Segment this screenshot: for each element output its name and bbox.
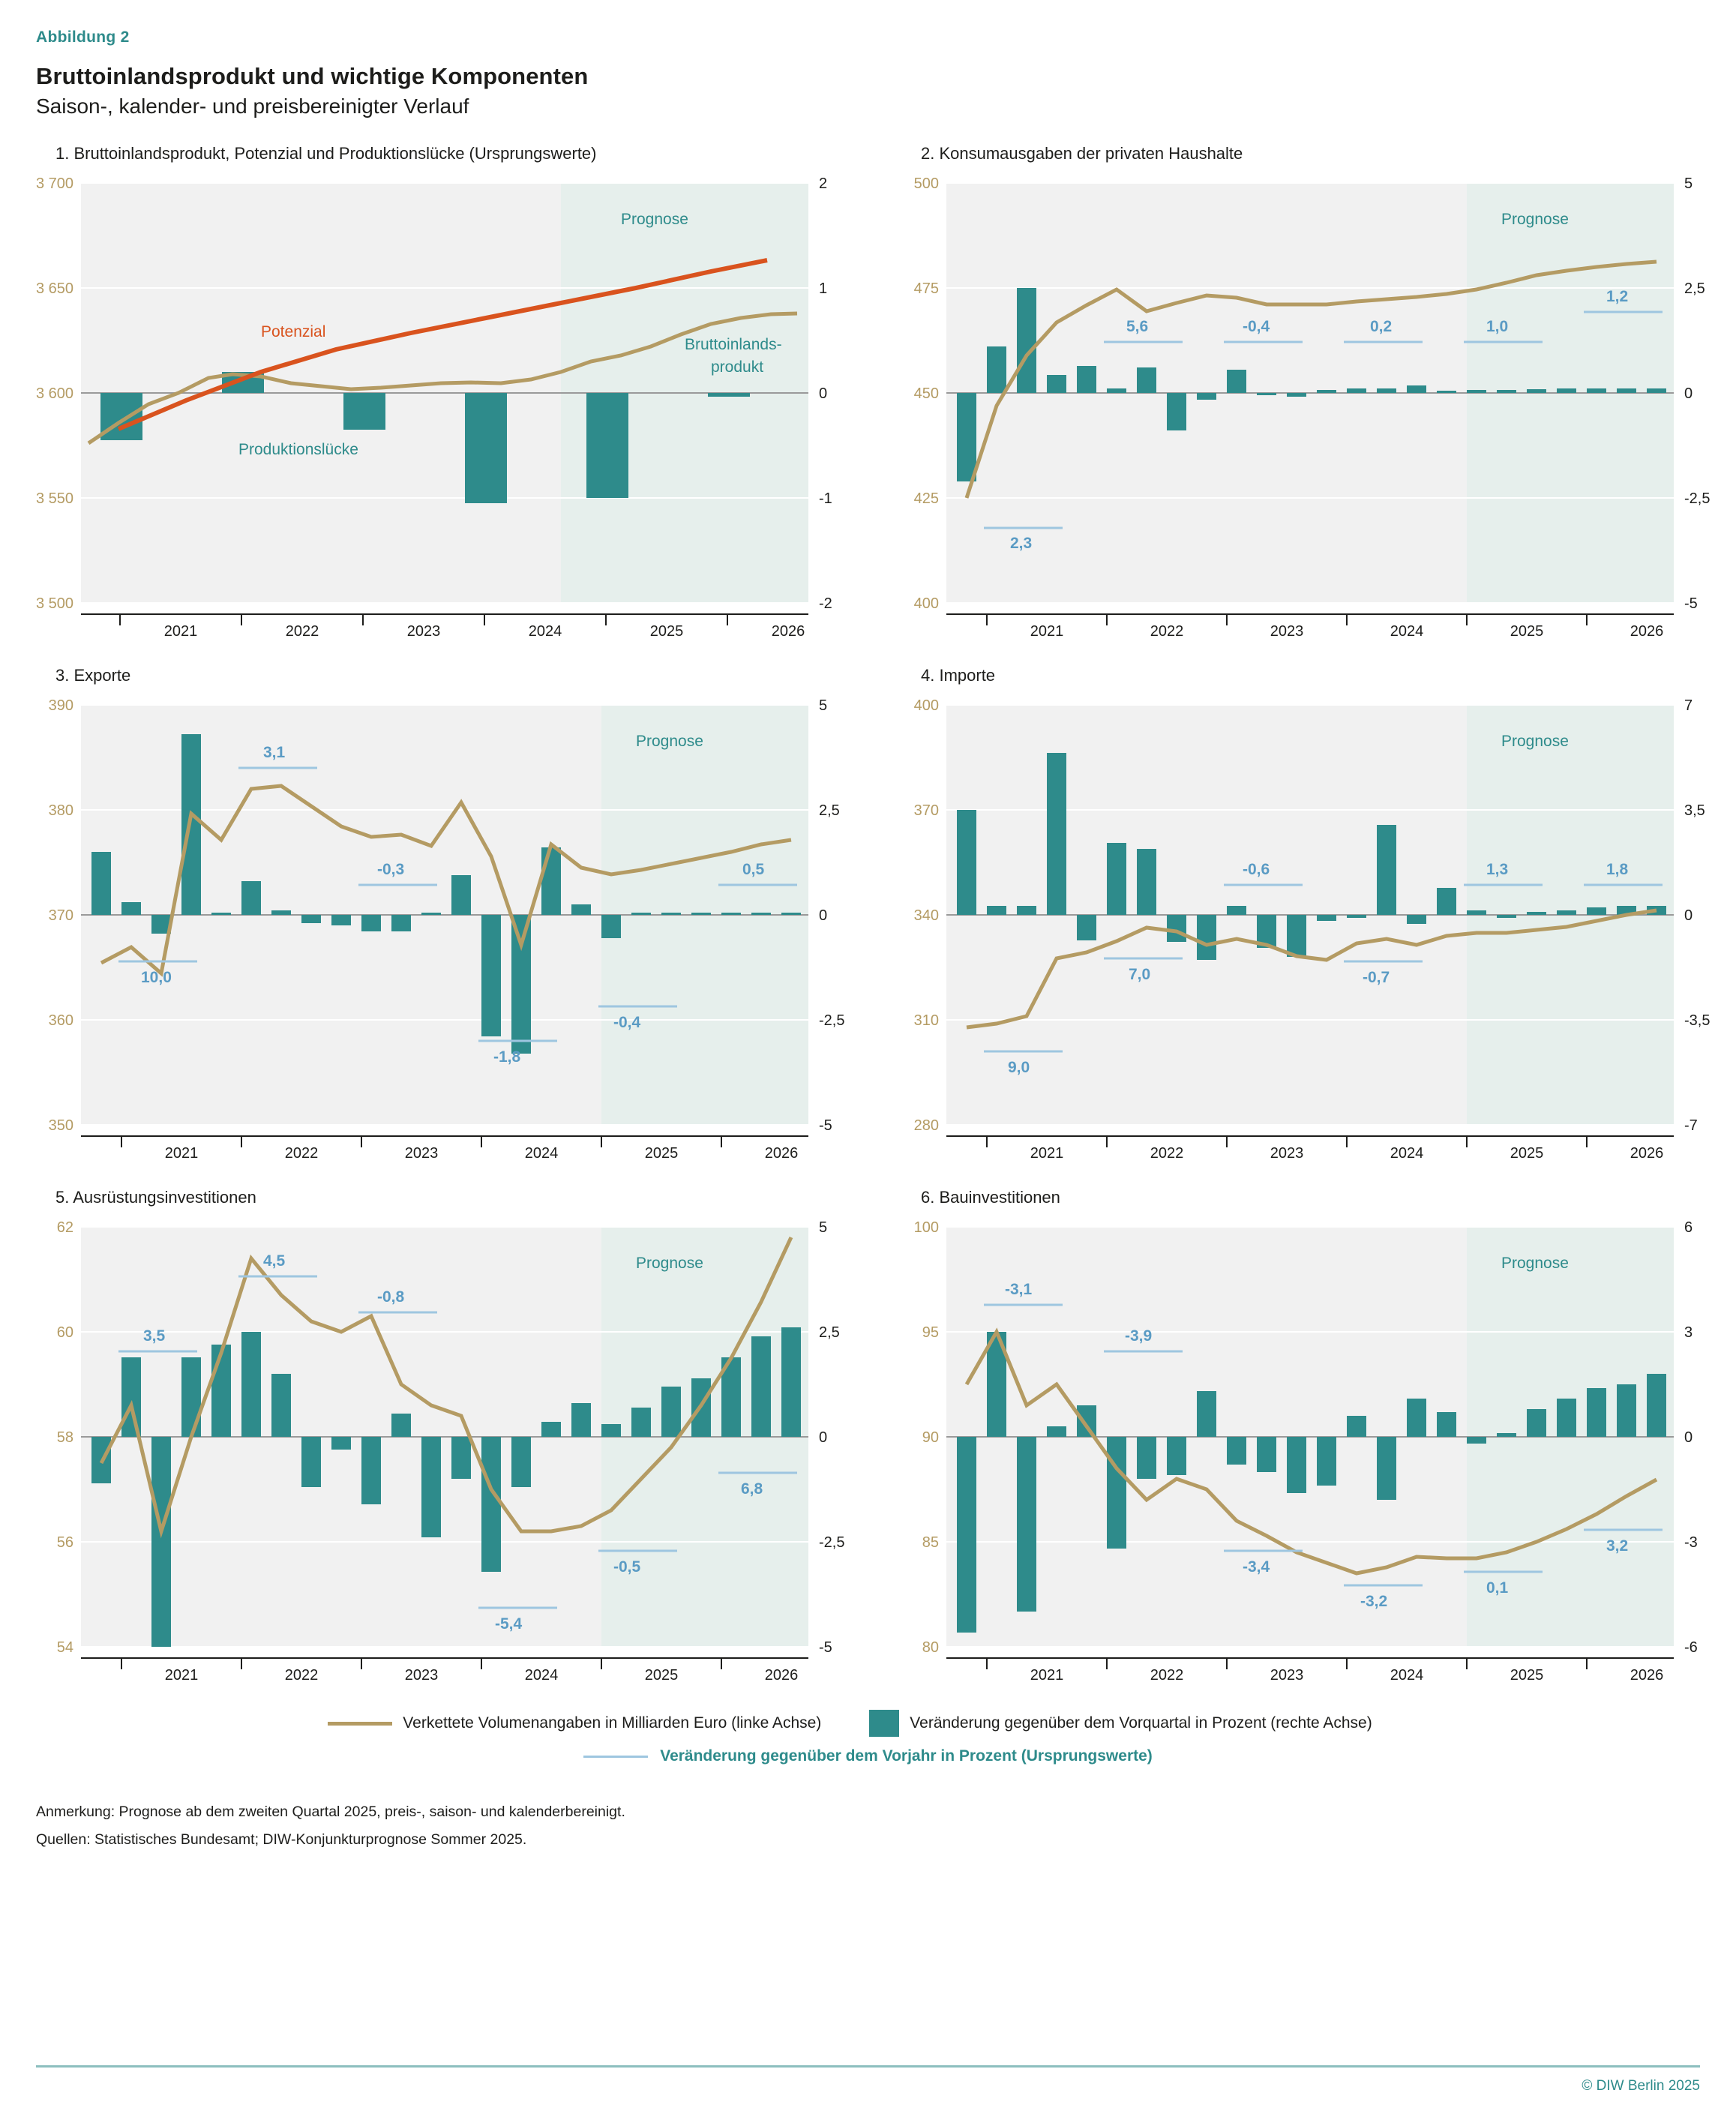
svg-text:-3,4: -3,4: [1243, 1558, 1270, 1576]
figure-subtitle: Saison-, kalender- und preisbereinigter Verlauf: [36, 94, 469, 118]
svg-text:2021: 2021: [164, 1145, 199, 1162]
panel-4-plot: [901, 697, 1736, 1162]
panel-5: [36, 1188, 876, 1684]
svg-text:340: 340: [913, 907, 939, 924]
sources-text: Quellen: Statistisches Bundesamt; DIW-Konjunkturprognose Sommer 2025.: [36, 1831, 527, 1849]
svg-text:2025: 2025: [644, 1667, 679, 1684]
panel-3: [36, 666, 876, 1162]
svg-text:6,8: 6,8: [741, 1480, 763, 1498]
svg-text:310: 310: [913, 1012, 939, 1029]
svg-text:380: 380: [48, 802, 73, 819]
svg-text:-1: -1: [819, 490, 832, 507]
svg-text:2022: 2022: [285, 623, 319, 640]
svg-text:1,0: 1,0: [1486, 318, 1509, 335]
svg-text:2026: 2026: [1630, 623, 1664, 640]
svg-text:1: 1: [819, 280, 828, 297]
svg-text:390: 390: [48, 697, 73, 714]
svg-text:5,6: 5,6: [1126, 318, 1149, 335]
legend-item-bar: [869, 1710, 1372, 1737]
svg-text:0: 0: [1684, 907, 1693, 924]
svg-text:3,5: 3,5: [143, 1327, 166, 1345]
svg-text:3,5: 3,5: [1684, 802, 1705, 819]
svg-text:2022: 2022: [284, 1667, 319, 1684]
line-swatch-icon: [328, 1722, 392, 1726]
svg-text:0: 0: [819, 907, 828, 924]
svg-text:2023: 2023: [406, 623, 441, 640]
svg-text:2023: 2023: [1270, 1667, 1304, 1684]
svg-text:3 650: 3 650: [36, 280, 73, 297]
svg-text:2024: 2024: [524, 1145, 559, 1162]
svg-text:-3,5: -3,5: [1684, 1012, 1711, 1029]
svg-text:2026: 2026: [764, 1667, 799, 1684]
note-text: Anmerkung: Prognose ab dem zweiten Quartal 2025, preis-, saison- und kalenderbereinigt.: [36, 1804, 625, 1820]
svg-text:360: 360: [48, 1012, 73, 1029]
svg-text:0: 0: [819, 385, 828, 402]
svg-text:2,5: 2,5: [819, 802, 840, 819]
svg-text:7: 7: [1684, 697, 1693, 714]
svg-text:-3,9: -3,9: [1125, 1327, 1153, 1345]
svg-text:60: 60: [56, 1324, 73, 1341]
svg-text:10,0: 10,0: [141, 969, 172, 986]
svg-text:Prognose: Prognose: [636, 1255, 703, 1272]
svg-text:-0,4: -0,4: [1243, 318, 1270, 335]
svg-text:3: 3: [1684, 1324, 1693, 1341]
panel-1: [36, 144, 876, 640]
svg-text:5: 5: [1684, 175, 1693, 192]
svg-text:-2,5: -2,5: [819, 1012, 845, 1029]
legend-line-label: Verkettete Volumenangaben in Milliarden Euro (linke Achse): [403, 1714, 822, 1732]
svg-text:-7: -7: [1684, 1117, 1698, 1134]
legend-row-yoy: [583, 1747, 1153, 1765]
svg-text:5: 5: [819, 697, 828, 714]
svg-text:450: 450: [913, 385, 939, 402]
svg-text:2021: 2021: [1030, 1145, 1064, 1162]
svg-text:-3,2: -3,2: [1360, 1593, 1388, 1610]
svg-text:Produktionslücke: Produktionslücke: [238, 441, 358, 458]
panel-2-title: 2. Konsumausgaben der privaten Haushalte: [921, 144, 1243, 163]
svg-text:56: 56: [56, 1534, 73, 1551]
svg-text:-5: -5: [819, 1639, 832, 1656]
svg-text:Prognose: Prognose: [621, 211, 688, 228]
svg-text:80: 80: [922, 1639, 939, 1656]
svg-text:2,3: 2,3: [1010, 535, 1033, 552]
svg-text:85: 85: [922, 1534, 939, 1551]
notes-block: [36, 1798, 1700, 1854]
figure-label: Abbildung 2: [36, 28, 130, 46]
svg-text:3,1: 3,1: [263, 744, 286, 761]
svg-text:2025: 2025: [1510, 1145, 1544, 1162]
svg-text:370: 370: [48, 907, 73, 924]
panel-6-title: 6. Bauinvestitionen: [921, 1188, 1060, 1207]
panel-4: [901, 666, 1736, 1162]
svg-text:-0,6: -0,6: [1243, 861, 1270, 878]
svg-text:280: 280: [913, 1117, 939, 1134]
legend-bar-label: Veränderung gegenüber dem Vorquartal in Prozent (rechte Achse): [910, 1714, 1372, 1732]
svg-text:-3,1: -3,1: [1005, 1281, 1033, 1298]
svg-text:2025: 2025: [644, 1145, 679, 1162]
svg-text:2021: 2021: [163, 623, 198, 640]
svg-text:2026: 2026: [764, 1145, 799, 1162]
svg-text:2025: 2025: [1510, 1667, 1544, 1684]
panel-2-plot: [901, 175, 1736, 640]
bar-swatch-icon: [869, 1710, 899, 1737]
svg-text:-2: -2: [819, 595, 832, 612]
svg-text:3,2: 3,2: [1606, 1537, 1629, 1555]
svg-text:-2,5: -2,5: [1684, 490, 1711, 507]
panel-5-title: 5. Ausrüstungsinvestitionen: [55, 1188, 256, 1207]
svg-text:2022: 2022: [1150, 1145, 1184, 1162]
svg-text:58: 58: [56, 1429, 73, 1446]
figure-footer: [36, 2065, 1700, 2095]
panel-4-title: 4. Importe: [921, 666, 996, 685]
panel-3-plot: [36, 697, 876, 1162]
svg-text:2023: 2023: [404, 1667, 439, 1684]
svg-text:2024: 2024: [1390, 623, 1424, 640]
svg-text:0,2: 0,2: [1370, 318, 1393, 335]
panel-2: [901, 144, 1736, 640]
legend-yoy-label: Veränderung gegenüber dem Vorjahr in Prozent (Ursprungswerte): [660, 1747, 1153, 1765]
svg-text:2022: 2022: [284, 1145, 319, 1162]
svg-text:2: 2: [819, 175, 828, 192]
svg-text:-5: -5: [819, 1117, 832, 1134]
svg-text:350: 350: [48, 1117, 73, 1134]
svg-text:2026: 2026: [1630, 1667, 1664, 1684]
svg-text:2025: 2025: [649, 623, 684, 640]
copyright-text: © DIW Berlin 2025: [1582, 2078, 1700, 2094]
panel-1-plot: [36, 175, 876, 640]
svg-text:500: 500: [913, 175, 939, 192]
svg-text:-2,5: -2,5: [819, 1534, 845, 1551]
svg-text:0,5: 0,5: [742, 861, 765, 878]
svg-text:-5: -5: [1684, 595, 1698, 612]
svg-text:-0,8: -0,8: [377, 1288, 405, 1306]
svg-text:Prognose: Prognose: [1501, 211, 1569, 228]
panel-1-title: 1. Bruttoinlandsprodukt, Potenzial und Produktionslücke (Ursprungswerte): [55, 144, 597, 163]
panel-6: [901, 1188, 1736, 1684]
svg-text:400: 400: [913, 595, 939, 612]
svg-text:95: 95: [922, 1324, 939, 1341]
panel-3-title: 3. Exporte: [55, 666, 131, 685]
svg-text:400: 400: [913, 697, 939, 714]
panel-6-plot: [901, 1219, 1736, 1684]
svg-text:Prognose: Prognose: [1501, 1255, 1569, 1272]
panel-grid: [36, 144, 1711, 1684]
panel-5-plot: [36, 1219, 876, 1684]
svg-text:2024: 2024: [528, 623, 562, 640]
svg-text:-0,3: -0,3: [377, 861, 405, 878]
svg-text:-3: -3: [1684, 1534, 1698, 1551]
svg-text:2021: 2021: [164, 1667, 199, 1684]
legend-item-line: [328, 1714, 821, 1732]
svg-text:2026: 2026: [771, 623, 805, 640]
svg-text:5: 5: [819, 1219, 828, 1236]
figure-title: Bruttoinlandsprodukt und wichtige Komponenten: [36, 63, 589, 89]
svg-text:0: 0: [819, 1429, 828, 1446]
svg-text:90: 90: [922, 1429, 939, 1446]
svg-text:2025: 2025: [1510, 623, 1544, 640]
svg-text:425: 425: [913, 490, 939, 507]
svg-text:1,3: 1,3: [1486, 861, 1509, 878]
svg-text:2024: 2024: [524, 1667, 559, 1684]
svg-text:7,0: 7,0: [1129, 966, 1151, 983]
svg-text:-0,5: -0,5: [613, 1558, 641, 1576]
svg-text:0: 0: [1684, 385, 1693, 402]
svg-text:475: 475: [913, 280, 939, 297]
svg-text:-0,7: -0,7: [1363, 969, 1390, 986]
svg-text:0,1: 0,1: [1486, 1579, 1509, 1597]
svg-text:3 550: 3 550: [36, 490, 73, 507]
svg-text:100: 100: [913, 1219, 939, 1236]
svg-text:2021: 2021: [1030, 1667, 1064, 1684]
svg-text:2,5: 2,5: [1684, 280, 1705, 297]
svg-text:6: 6: [1684, 1219, 1693, 1236]
svg-text:3 700: 3 700: [36, 175, 73, 192]
svg-text:2022: 2022: [1150, 623, 1184, 640]
svg-text:3 600: 3 600: [36, 385, 73, 402]
svg-text:1,8: 1,8: [1606, 861, 1629, 878]
svg-text:Prognose: Prognose: [1501, 733, 1569, 750]
legend-row-primary: [328, 1710, 1408, 1737]
svg-text:2022: 2022: [1150, 1667, 1184, 1684]
svg-text:Prognose: Prognose: [636, 733, 703, 750]
svg-text:-5,4: -5,4: [495, 1615, 523, 1633]
svg-text:0: 0: [1684, 1429, 1693, 1446]
svg-text:2026: 2026: [1630, 1145, 1664, 1162]
svg-text:Potenzial: Potenzial: [261, 323, 326, 340]
svg-text:4,5: 4,5: [263, 1252, 286, 1270]
svg-text:2023: 2023: [1270, 1145, 1304, 1162]
svg-text:2024: 2024: [1390, 1145, 1424, 1162]
svg-text:-1,8: -1,8: [493, 1048, 521, 1066]
svg-text:54: 54: [56, 1639, 73, 1656]
yoy-swatch-icon: [583, 1756, 648, 1758]
svg-text:2021: 2021: [1030, 623, 1064, 640]
svg-text:produkt: produkt: [711, 358, 764, 376]
svg-text:1,2: 1,2: [1606, 288, 1629, 305]
svg-text:62: 62: [56, 1219, 73, 1236]
svg-text:-0,4: -0,4: [613, 1014, 641, 1031]
svg-text:370: 370: [913, 802, 939, 819]
svg-text:3 500: 3 500: [36, 595, 73, 612]
svg-text:Bruttoinlands-: Bruttoinlands-: [685, 336, 782, 353]
svg-text:2024: 2024: [1390, 1667, 1424, 1684]
chart-legend: [36, 1710, 1700, 1765]
footer-divider: [36, 2065, 1700, 2068]
svg-text:2023: 2023: [1270, 623, 1304, 640]
svg-text:-6: -6: [1684, 1639, 1698, 1656]
svg-text:9,0: 9,0: [1008, 1059, 1030, 1076]
svg-text:2,5: 2,5: [819, 1324, 840, 1341]
svg-text:2023: 2023: [404, 1145, 439, 1162]
